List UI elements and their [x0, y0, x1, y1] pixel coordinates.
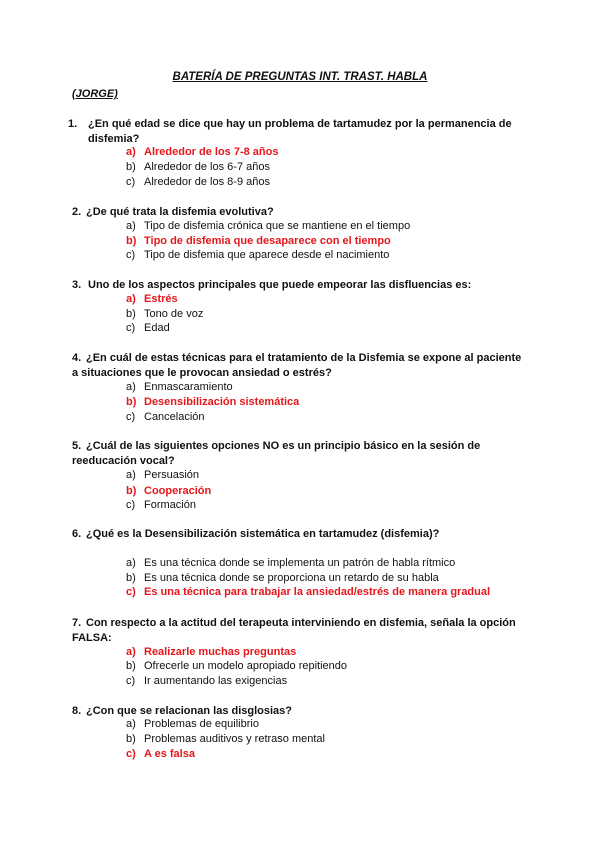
document-title: BATERÍA DE PREGUNTAS INT. TRAST. HABLA — [172, 71, 428, 83]
question-1 — [68, 116, 512, 132]
option: b) Desensibilización sistemática — [126, 396, 300, 408]
option: b) Es una técnica donde se proporciona un retardo de su habla — [126, 572, 439, 584]
question-number: 4. — [72, 352, 82, 364]
question-number: 7. — [72, 617, 82, 629]
question-text: ¿En qué edad se dice que hay un problema de tartamudez por la permanencia de — [88, 118, 512, 130]
question-number: 3. — [72, 279, 82, 291]
question-2 — [72, 204, 274, 220]
option: a) Persuasión — [126, 469, 200, 481]
question-number: 6. — [72, 528, 82, 540]
option: a) Enmascaramiento — [126, 381, 233, 393]
question-7 — [72, 615, 516, 631]
question-number: 2. — [72, 206, 82, 218]
question-text: ¿Qué es la Desensibilización sistemática en tartamudez (disfemia)? — [86, 528, 440, 540]
question-3 — [72, 277, 471, 293]
question-7-cont — [72, 630, 112, 646]
question-text: ¿De qué trata la disfemia evolutiva? — [86, 206, 274, 218]
question-number: 5. — [72, 440, 82, 452]
option: c) Tipo de disfemia que aparece desde el nacimiento — [126, 249, 390, 261]
option: a) Tipo de disfemia crónica que se mantiene en el tiempo — [126, 220, 411, 232]
option: b) Cooperación — [126, 485, 212, 497]
option: c) Ir aumentando las exigencias — [126, 675, 288, 687]
option: c) Alrededor de los 8-9 años — [126, 176, 270, 188]
question-text: disfemia? — [88, 133, 140, 145]
option: b) Alrededor de los 6-7 años — [126, 161, 270, 173]
option: c) Es una técnica para trabajar la ansiedad/estrés de manera gradual — [126, 586, 491, 598]
option: c) Formación — [126, 499, 196, 511]
option: a) Alrededor de los 7-8 años — [126, 146, 279, 158]
question-text: ¿En cuál de estas técnicas para el tratamiento de la Disfemia se expone al paciente — [86, 352, 522, 364]
question-text: ¿Cuál de las siguientes opciones NO es un principio básico en la sesión de — [86, 440, 481, 452]
question-text: Uno de los aspectos principales que puede empeorar las disfluencias es: — [88, 279, 472, 291]
question-4-cont — [72, 365, 332, 381]
question-4 — [72, 350, 521, 366]
question-5-cont — [72, 453, 175, 469]
option: a) Problemas de equilibrio — [126, 718, 259, 730]
option: a) Estrés — [126, 293, 178, 305]
question-6 — [72, 526, 439, 542]
option: b) Tipo de disfemia que desaparece con el tiempo — [126, 235, 391, 247]
option: a) Es una técnica donde se implementa un patrón de habla rítmico — [126, 557, 456, 569]
option: c) Cancelación — [126, 411, 205, 423]
option: c) Edad — [126, 322, 170, 334]
option: c) A es falsa — [126, 748, 195, 760]
question-number: 1. — [68, 118, 78, 130]
option: b) Tono de voz — [126, 308, 204, 320]
option: a) Realizarle muchas preguntas — [126, 646, 297, 658]
question-number: 8. — [72, 705, 82, 717]
question-text: ¿Con que se relacionan las disglosias? — [86, 705, 293, 717]
question-5 — [72, 438, 480, 454]
question-text: a situaciones que le provocan ansiedad o estrés? — [72, 367, 332, 379]
question-text: Con respecto a la actitud del terapeuta interviniendo en disfemia, señala la opción — [86, 617, 516, 629]
question-text: FALSA: — [72, 632, 112, 644]
question-text: reeducación vocal? — [72, 455, 175, 467]
author-label: (JORGE) — [72, 88, 118, 100]
option: b) Problemas auditivos y retraso mental — [126, 733, 325, 745]
option: b) Ofrecerle un modelo apropiado repitiendo — [126, 660, 348, 672]
